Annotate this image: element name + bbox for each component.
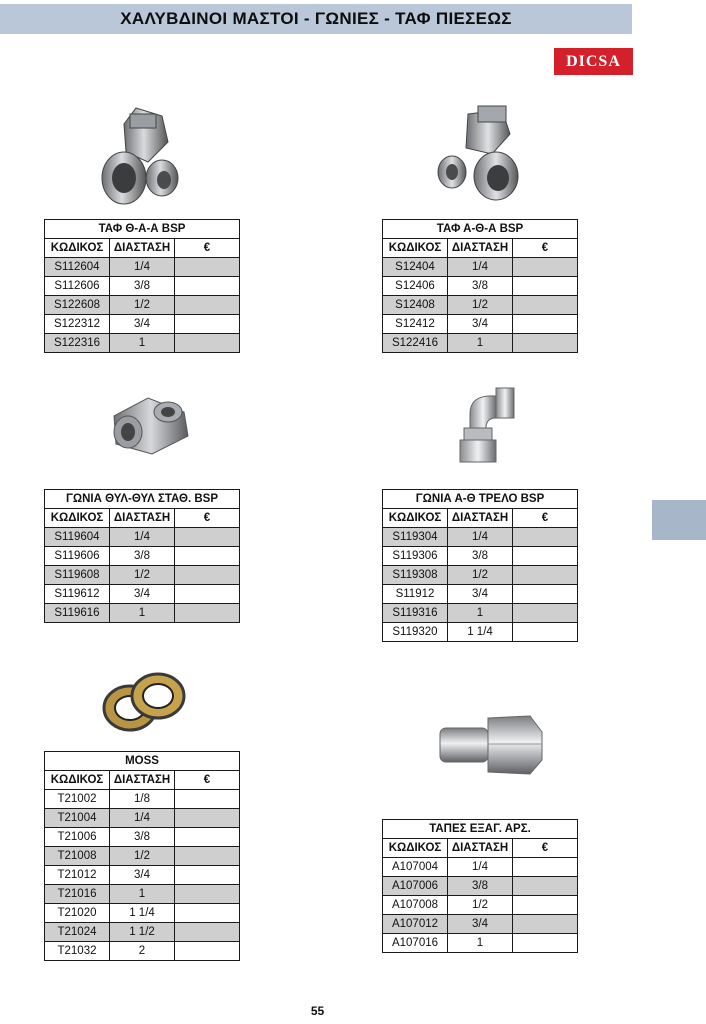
page-title: ΧΑΛΥΒΔΙΝΟΙ ΜΑΣΤΟΙ - ΓΩΝΙΕΣ - ΤΑΦ ΠΙΕΣΕΩΣ bbox=[120, 9, 512, 28]
col-header-code: ΚΩΔΙΚΟΣ bbox=[45, 771, 110, 790]
page-number: 55 bbox=[310, 1004, 325, 1018]
table-row bbox=[45, 790, 240, 809]
code-cell: S119616 bbox=[45, 604, 110, 623]
code-cell: A107012 bbox=[383, 915, 448, 934]
product-table-taf-tha-a bbox=[44, 219, 240, 353]
size-cell: 1 bbox=[448, 934, 513, 953]
price-cell bbox=[175, 790, 240, 809]
size-cell: 1 bbox=[448, 604, 513, 623]
code-cell: S12412 bbox=[383, 315, 448, 334]
code-cell: S112604 bbox=[45, 258, 110, 277]
price-cell bbox=[175, 566, 240, 585]
price-cell bbox=[175, 547, 240, 566]
elbow-fitting-image bbox=[104, 392, 192, 460]
table-row bbox=[45, 904, 240, 923]
size-cell: 3/4 bbox=[448, 585, 513, 604]
table-row bbox=[45, 866, 240, 885]
code-cell: S12408 bbox=[383, 296, 448, 315]
table-row bbox=[45, 923, 240, 942]
price-cell bbox=[513, 896, 578, 915]
size-cell: 1/2 bbox=[110, 847, 175, 866]
code-cell: T21016 bbox=[45, 885, 110, 904]
tee-fitting-image-1 bbox=[96, 100, 188, 210]
table-title: ΤΑΠΕΣ ΕΞΑΓ. ΑΡΣ. bbox=[383, 820, 578, 839]
size-cell: 1/2 bbox=[110, 566, 175, 585]
size-cell: 3/4 bbox=[110, 315, 175, 334]
size-cell: 1/4 bbox=[448, 528, 513, 547]
size-cell: 1/4 bbox=[448, 258, 513, 277]
table-row bbox=[383, 877, 578, 896]
col-header-size: ΔΙΑΣΤΑΣΗ bbox=[448, 239, 513, 258]
size-cell: 2 bbox=[110, 942, 175, 961]
code-cell: S119320 bbox=[383, 623, 448, 642]
code-cell: S119606 bbox=[45, 547, 110, 566]
size-cell: 3/4 bbox=[448, 315, 513, 334]
price-cell bbox=[513, 858, 578, 877]
size-cell: 1 bbox=[110, 334, 175, 353]
code-cell: S119304 bbox=[383, 528, 448, 547]
size-cell: 1/2 bbox=[448, 896, 513, 915]
price-cell bbox=[513, 566, 578, 585]
size-cell: 1 1/2 bbox=[110, 923, 175, 942]
code-cell: T21020 bbox=[45, 904, 110, 923]
code-cell: T21006 bbox=[45, 828, 110, 847]
col-header-code: ΚΩΔΙΚΟΣ bbox=[383, 839, 448, 858]
table-title: ΤΑΦ Α-Θ-Α BSP bbox=[383, 220, 578, 239]
size-cell: 3/8 bbox=[110, 277, 175, 296]
table-row bbox=[45, 334, 240, 353]
price-cell bbox=[175, 866, 240, 885]
table-row bbox=[383, 623, 578, 642]
code-cell: S119612 bbox=[45, 585, 110, 604]
table-title: MOSS bbox=[45, 752, 240, 771]
col-header-price: € bbox=[513, 509, 578, 528]
product-table-moss bbox=[44, 751, 240, 961]
code-cell: S12404 bbox=[383, 258, 448, 277]
price-cell bbox=[175, 334, 240, 353]
price-cell bbox=[175, 258, 240, 277]
col-header-size: ΔΙΑΣΤΑΣΗ bbox=[448, 839, 513, 858]
col-header-price: € bbox=[513, 839, 578, 858]
code-cell: A107008 bbox=[383, 896, 448, 915]
table-row bbox=[383, 258, 578, 277]
price-cell bbox=[513, 934, 578, 953]
price-cell bbox=[175, 296, 240, 315]
price-cell bbox=[513, 547, 578, 566]
code-cell: S112606 bbox=[45, 277, 110, 296]
code-cell: S122316 bbox=[45, 334, 110, 353]
table-row bbox=[383, 604, 578, 623]
price-cell bbox=[175, 847, 240, 866]
table-row bbox=[383, 547, 578, 566]
table-row bbox=[383, 896, 578, 915]
product-table-elbow-female bbox=[44, 489, 240, 623]
size-cell: 1 bbox=[110, 885, 175, 904]
size-cell: 1/4 bbox=[110, 528, 175, 547]
table-row bbox=[383, 585, 578, 604]
price-cell bbox=[175, 277, 240, 296]
size-cell: 1 bbox=[448, 334, 513, 353]
price-cell bbox=[175, 585, 240, 604]
code-cell: S122312 bbox=[45, 315, 110, 334]
code-cell: A107016 bbox=[383, 934, 448, 953]
col-header-price: € bbox=[175, 771, 240, 790]
table-row bbox=[383, 915, 578, 934]
price-cell bbox=[513, 877, 578, 896]
table-row bbox=[45, 885, 240, 904]
price-cell bbox=[175, 315, 240, 334]
code-cell: T21024 bbox=[45, 923, 110, 942]
price-cell bbox=[513, 604, 578, 623]
code-cell: S11912 bbox=[383, 585, 448, 604]
code-cell: S119308 bbox=[383, 566, 448, 585]
col-header-price: € bbox=[513, 239, 578, 258]
price-cell bbox=[175, 528, 240, 547]
table-row bbox=[45, 258, 240, 277]
table-title: ΤΑΦ Θ-Α-Α BSP bbox=[45, 220, 240, 239]
code-cell: T21004 bbox=[45, 809, 110, 828]
table-row bbox=[45, 566, 240, 585]
table-row bbox=[45, 315, 240, 334]
product-table-taf-a-tha-a bbox=[382, 219, 578, 353]
tee-fitting-image-2 bbox=[432, 104, 524, 204]
code-cell: S119608 bbox=[45, 566, 110, 585]
code-cell: T21008 bbox=[45, 847, 110, 866]
size-cell: 3/8 bbox=[110, 547, 175, 566]
side-tab-marker bbox=[652, 500, 706, 540]
code-cell: S122608 bbox=[45, 296, 110, 315]
code-cell: S122416 bbox=[383, 334, 448, 353]
col-header-size: ΔΙΑΣΤΑΣΗ bbox=[110, 771, 175, 790]
price-cell bbox=[175, 904, 240, 923]
table-row bbox=[383, 528, 578, 547]
table-row bbox=[383, 334, 578, 353]
table-row bbox=[45, 277, 240, 296]
table-row bbox=[45, 847, 240, 866]
product-table-swivel-elbow bbox=[382, 489, 578, 642]
size-cell: 3/8 bbox=[448, 877, 513, 896]
code-cell: T21002 bbox=[45, 790, 110, 809]
code-cell: A107006 bbox=[383, 877, 448, 896]
size-cell: 1 1/4 bbox=[448, 623, 513, 642]
col-header-code: ΚΩΔΙΚΟΣ bbox=[383, 239, 448, 258]
size-cell: 1 bbox=[110, 604, 175, 623]
hex-plug-image bbox=[434, 708, 546, 782]
price-cell bbox=[513, 258, 578, 277]
table-row bbox=[383, 296, 578, 315]
size-cell: 1/8 bbox=[110, 790, 175, 809]
size-cell: 1/2 bbox=[448, 296, 513, 315]
dicsa-logo: DICSA bbox=[554, 48, 633, 75]
swivel-elbow-image bbox=[452, 384, 524, 466]
bonded-seal-image bbox=[100, 668, 188, 736]
size-cell: 1/2 bbox=[110, 296, 175, 315]
table-row bbox=[45, 547, 240, 566]
table-row bbox=[45, 809, 240, 828]
table-row bbox=[45, 942, 240, 961]
table-row bbox=[383, 858, 578, 877]
table-row bbox=[45, 585, 240, 604]
col-header-size: ΔΙΑΣΤΑΣΗ bbox=[110, 509, 175, 528]
table-row bbox=[383, 315, 578, 334]
table-row bbox=[45, 828, 240, 847]
price-cell bbox=[175, 923, 240, 942]
product-table-hex-plugs bbox=[382, 819, 578, 953]
col-header-size: ΔΙΑΣΤΑΣΗ bbox=[448, 509, 513, 528]
size-cell: 1/4 bbox=[110, 258, 175, 277]
price-cell bbox=[513, 315, 578, 334]
code-cell: S12406 bbox=[383, 277, 448, 296]
col-header-size: ΔΙΑΣΤΑΣΗ bbox=[110, 239, 175, 258]
size-cell: 1/2 bbox=[448, 566, 513, 585]
price-cell bbox=[175, 809, 240, 828]
size-cell: 3/8 bbox=[448, 547, 513, 566]
price-cell bbox=[513, 915, 578, 934]
size-cell: 1 1/4 bbox=[110, 904, 175, 923]
table-title: ΓΩΝΙΑ ΘΥΛ-ΘΥΛ ΣΤΑΘ. BSP bbox=[45, 490, 240, 509]
price-cell bbox=[175, 604, 240, 623]
table-row bbox=[383, 934, 578, 953]
price-cell bbox=[513, 334, 578, 353]
table-row bbox=[45, 528, 240, 547]
price-cell bbox=[175, 942, 240, 961]
table-row bbox=[45, 296, 240, 315]
table-row bbox=[45, 604, 240, 623]
size-cell: 1/4 bbox=[110, 809, 175, 828]
size-cell: 3/4 bbox=[448, 915, 513, 934]
price-cell bbox=[175, 828, 240, 847]
table-row bbox=[383, 566, 578, 585]
col-header-price: € bbox=[175, 509, 240, 528]
size-cell: 3/8 bbox=[448, 277, 513, 296]
price-cell bbox=[513, 528, 578, 547]
code-cell: S119306 bbox=[383, 547, 448, 566]
size-cell: 1/4 bbox=[448, 858, 513, 877]
size-cell: 3/4 bbox=[110, 866, 175, 885]
col-header-code: ΚΩΔΙΚΟΣ bbox=[45, 509, 110, 528]
table-title: ΓΩΝΙΑ Α-Θ ΤΡΕΛΟ BSP bbox=[383, 490, 578, 509]
col-header-code: ΚΩΔΙΚΟΣ bbox=[383, 509, 448, 528]
code-cell: S119604 bbox=[45, 528, 110, 547]
code-cell: A107004 bbox=[383, 858, 448, 877]
col-header-price: € bbox=[175, 239, 240, 258]
price-cell bbox=[513, 623, 578, 642]
price-cell bbox=[513, 585, 578, 604]
size-cell: 3/8 bbox=[110, 828, 175, 847]
price-cell bbox=[175, 885, 240, 904]
price-cell bbox=[513, 296, 578, 315]
code-cell: T21032 bbox=[45, 942, 110, 961]
size-cell: 3/4 bbox=[110, 585, 175, 604]
col-header-code: ΚΩΔΙΚΟΣ bbox=[45, 239, 110, 258]
table-row bbox=[383, 277, 578, 296]
code-cell: T21012 bbox=[45, 866, 110, 885]
code-cell: S119316 bbox=[383, 604, 448, 623]
price-cell bbox=[513, 277, 578, 296]
